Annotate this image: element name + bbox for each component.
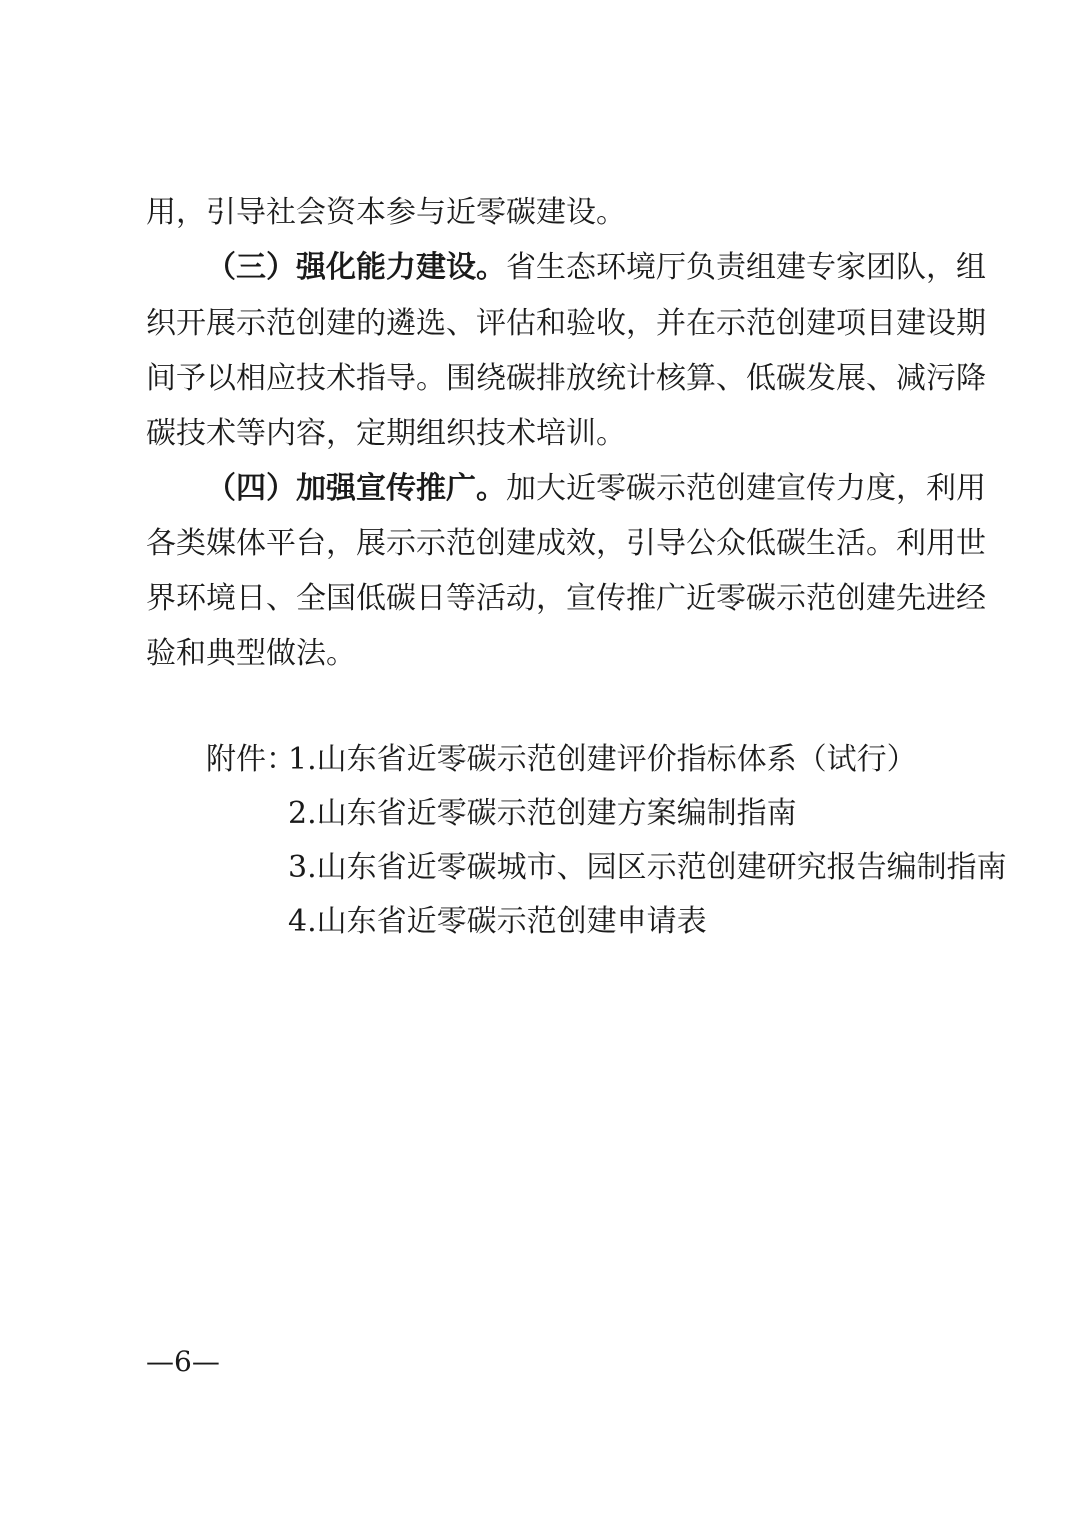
paragraph-line: 验和典型做法。 bbox=[146, 636, 356, 671]
paragraph-line: 用，引导社会资本参与近零碳建设。 bbox=[146, 195, 626, 230]
section-three-text: 省生态环境厅负责组建专家团队，组 bbox=[506, 250, 986, 285]
paragraph-line: 织开展示范创建的遴选、评估和验收，并在示范创建项目建设期 bbox=[146, 306, 986, 341]
section-three-heading: （三）强化能力建设。 bbox=[206, 250, 506, 285]
section-four-heading: （四）加强宣传推广。 bbox=[206, 471, 506, 506]
attachment-item: 3.山东省近零碳城市、园区示范创建研究报告编制指南 bbox=[288, 850, 1007, 885]
paragraph-line: 间予以相应技术指导。围绕碳排放统计核算、低碳发展、减污降 bbox=[146, 361, 986, 396]
section-four-first-line bbox=[206, 462, 986, 516]
attachment-item: 1.山东省近零碳示范创建评价指标体系（试行） bbox=[288, 742, 917, 777]
page-number: —6— bbox=[146, 1345, 220, 1378]
paragraph-line: 各类媒体平台，展示示范创建成效，引导公众低碳生活。利用世 bbox=[146, 526, 986, 561]
attachment-item: 4.山东省近零碳示范创建申请表 bbox=[288, 904, 707, 939]
section-three-first-line bbox=[206, 241, 986, 295]
paragraph-line: 界环境日、全国低碳日等活动，宣传推广近零碳示范创建先进经 bbox=[146, 581, 986, 616]
attachments-label: 附件： bbox=[206, 742, 296, 777]
attachment-item: 2.山东省近零碳示范创建方案编制指南 bbox=[288, 796, 797, 831]
section-four-text: 加大近零碳示范创建宣传力度，利用 bbox=[506, 471, 986, 506]
paragraph-line: 碳技术等内容，定期组织技术培训。 bbox=[146, 416, 626, 451]
